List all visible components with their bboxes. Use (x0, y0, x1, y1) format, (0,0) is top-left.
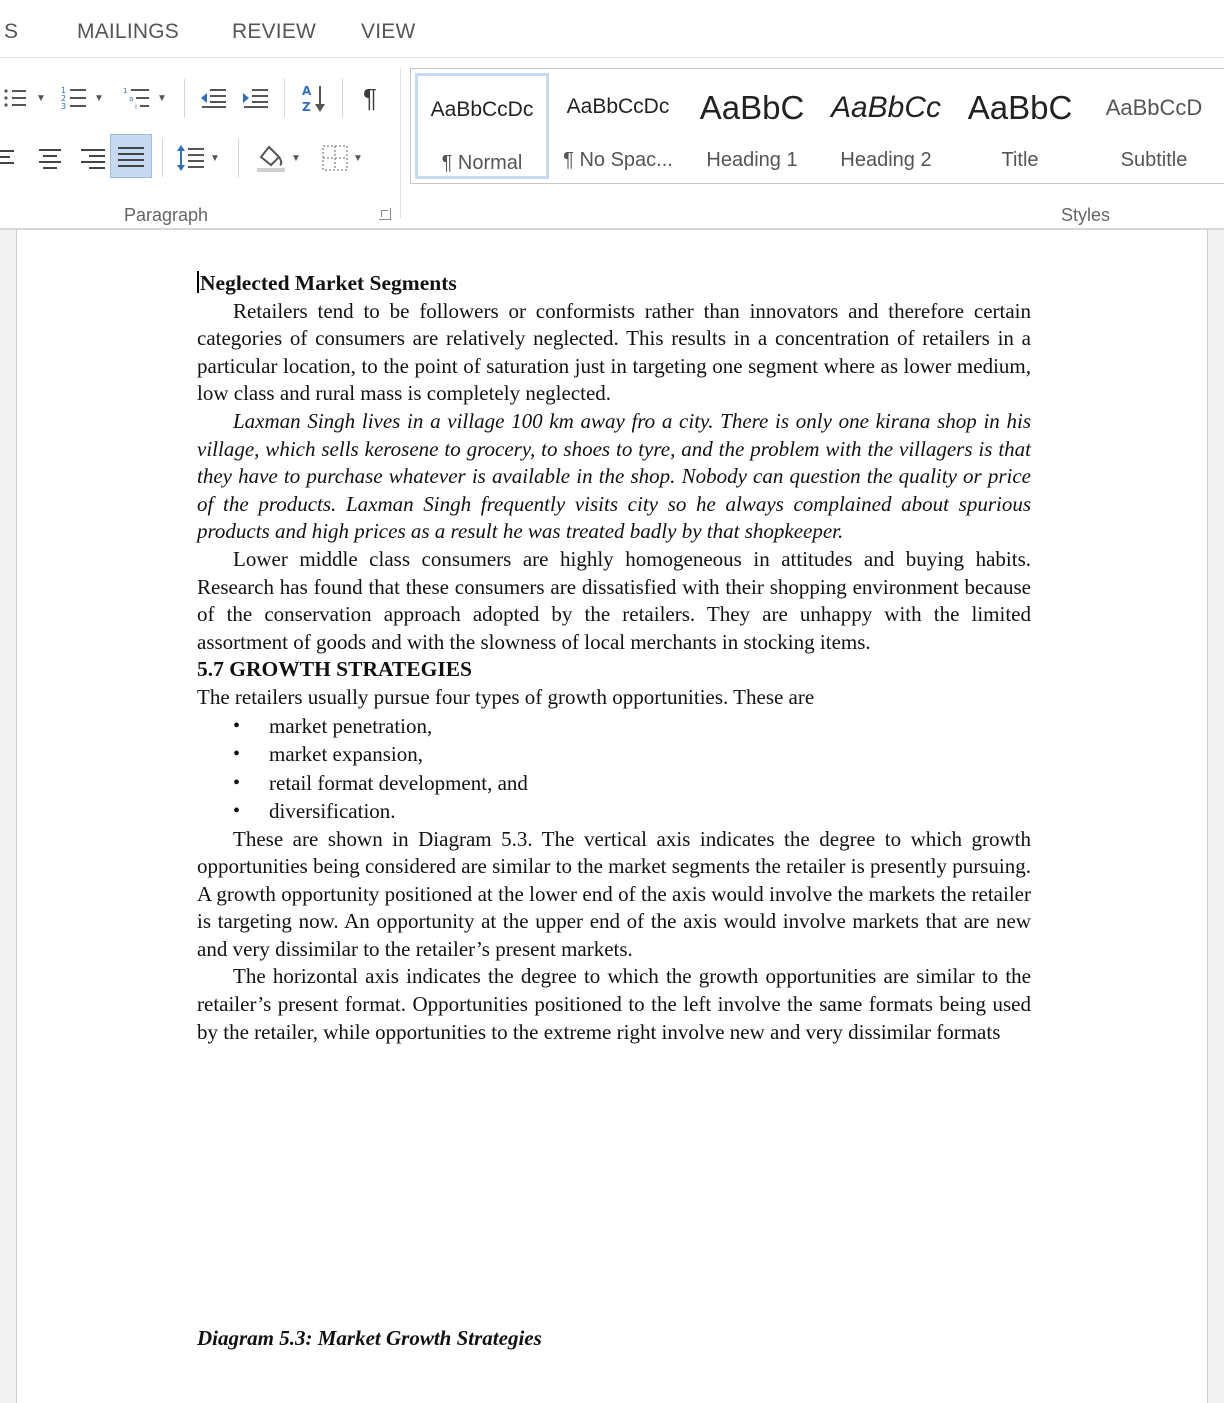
align-left-icon (0, 148, 26, 168)
style-name: Subtitle (1120, 149, 1188, 171)
tab-view[interactable]: VIEW (361, 20, 416, 43)
decrease-indent-icon (200, 87, 228, 109)
style-sample: AaBbC (699, 89, 805, 126)
style-name: ¶ Normal (441, 152, 523, 174)
tab-references-partial[interactable]: S (4, 20, 19, 43)
paragraph: The retailers usually pursue four types of growth opportunities. These are (197, 684, 815, 709)
style-sample: AaBbCcDc (566, 95, 670, 118)
paragraph: Lower middle class consumers are highly homogeneous in attitudes and buying habits. Research has found that these consumers are dissatisfied with their shopping environment because of the conservation approach adopted by the retailers. They are unhappy with the limited assortment of goods and with the slowness of local merchants in stocking items. (197, 546, 1031, 654)
svg-text:i: i (135, 103, 137, 111)
style-title[interactable] (953, 73, 1087, 179)
style-name: Heading 1 (706, 149, 798, 171)
document-page[interactable] (16, 230, 1208, 1403)
divider (162, 139, 163, 177)
document-area (0, 230, 1224, 1403)
tab-mailings[interactable]: MAILINGS (77, 20, 179, 43)
bullets-icon (2, 86, 32, 110)
styles-gallery (410, 68, 1224, 184)
borders-icon (321, 144, 349, 172)
shading-icon (255, 143, 287, 173)
svg-text:1: 1 (61, 86, 67, 95)
style-name: ¶ No Spac... (563, 149, 673, 171)
chevron-down-icon[interactable]: ▼ (291, 152, 301, 164)
multilevel-list-icon (121, 85, 153, 111)
style-sample: AaBbCcD (1105, 95, 1203, 120)
ribbon-tab-bar (0, 0, 1224, 58)
decrease-indent-button[interactable] (194, 76, 234, 120)
document-body[interactable] (197, 270, 1031, 1046)
styles-group-label: Styles (1061, 205, 1111, 225)
line-spacing-icon (176, 144, 206, 172)
bullet-list (197, 712, 1031, 826)
heading-growth-strategies: 5.7 GROWTH STRATEGIES (197, 657, 472, 682)
pilcrow-icon: ¶ (363, 82, 377, 113)
paragraph: Retailers tend to be followers or conformists rather than innovators and therefore certain categories of consumers are relatively neglected. This results in a concentration of retailers in a particular location, to the point of saturation just in targeting one segment where as lower medium, low class and rural mass is completely neglected. (197, 298, 1031, 406)
style-sample: AaBbCc (830, 91, 942, 124)
paragraph-example: Laxman Singh lives in a village 100 km away fro a city. There is only one kirana shop in his village, which sells kerosene to grocery, to shoes to tyre, and the problem with the villagers is that they have to purchase whatever is available in the shop. Nobody can question the quality or price of the products. Laxman Singh frequently visits city so he always complained about spurious products and high prices as a result he was treated badly by that shopkeeper. (197, 408, 1031, 544)
align-right-icon (79, 148, 105, 168)
chevron-down-icon[interactable]: ▼ (157, 92, 167, 104)
show-formatting-button[interactable] (350, 76, 390, 120)
paragraph-dialog-launcher-icon[interactable] (379, 208, 391, 220)
sort-button[interactable] (294, 76, 334, 120)
diagram-caption: Diagram 5.3: Market Growth Strategies (197, 1326, 542, 1350)
chevron-down-icon[interactable]: ▼ (36, 92, 46, 104)
bullets-button[interactable] (0, 76, 48, 120)
style-subtitle[interactable] (1087, 73, 1221, 179)
style-name: Heading 2 (840, 149, 932, 171)
svg-text:3: 3 (61, 102, 67, 111)
line-spacing-button[interactable] (170, 136, 226, 180)
align-right-button[interactable] (72, 136, 112, 180)
increase-indent-icon (242, 87, 270, 109)
increase-indent-button[interactable] (236, 76, 276, 120)
list-item: • market penetration, (233, 712, 1031, 741)
group-divider (400, 68, 401, 218)
heading-text: Neglected Market Segments (200, 271, 457, 295)
style-heading-2[interactable] (819, 73, 953, 179)
style-sample: AaBbC (967, 89, 1073, 126)
sort-az-icon (300, 82, 328, 114)
svg-text:1: 1 (123, 87, 128, 95)
paragraph: These are shown in Diagram 5.3. The vertical axis indicates the degree to which growth opportunities being considered are similar to the market segments the retailer is presently pursuing. A growth opportunity positioned at the lower end of the axis would involve the markets the retailer is targeting now. An opportunity at the upper end of the axis would involve markets that are new and very dissimilar to the retailer’s present markets. (197, 826, 1031, 961)
justify-icon (118, 146, 144, 166)
divider (238, 139, 239, 177)
list-item: • retail format development, and (233, 769, 1031, 798)
numbering-icon (60, 85, 90, 111)
justify-button[interactable] (110, 134, 152, 178)
list-item: • market expansion, (233, 740, 1031, 769)
svg-text:2: 2 (61, 94, 67, 103)
multilevel-list-button[interactable] (114, 76, 174, 120)
paragraph: The horizontal axis indicates the degree to which the growth opportunities are similar to the retailer’s present format. Opportunities positioned to the left involve the same formats being used by the retailer, while opportunities to the extreme right involve new and very dissimilar formats (197, 964, 1031, 1044)
svg-text:A: A (302, 84, 312, 98)
style-normal[interactable] (415, 73, 549, 179)
svg-text:a: a (129, 95, 134, 103)
text-cursor (197, 271, 199, 293)
align-center-icon (37, 148, 63, 168)
shading-button[interactable] (248, 136, 308, 180)
chevron-down-icon[interactable]: ▼ (353, 152, 363, 164)
paragraph-group-label: Paragraph (124, 205, 209, 225)
divider (184, 79, 185, 117)
divider (342, 79, 343, 117)
align-left-button-partial[interactable] (0, 136, 26, 180)
tab-review[interactable]: REVIEW (232, 20, 317, 43)
chevron-down-icon[interactable]: ▼ (210, 152, 220, 164)
list-item: • diversification. (233, 797, 1031, 826)
chevron-down-icon[interactable]: ▼ (94, 92, 104, 104)
ribbon-home (0, 58, 1224, 230)
style-no-spacing[interactable] (551, 73, 685, 179)
align-center-button[interactable] (30, 136, 70, 180)
divider (284, 79, 285, 117)
borders-button[interactable] (312, 136, 372, 180)
style-heading-1[interactable] (685, 73, 819, 179)
heading-neglected-segments (197, 270, 1031, 298)
style-name: Title (1001, 149, 1039, 171)
style-sample: AaBbCcDc (430, 98, 534, 121)
svg-text:Z: Z (302, 100, 311, 114)
numbering-button[interactable] (54, 76, 110, 120)
